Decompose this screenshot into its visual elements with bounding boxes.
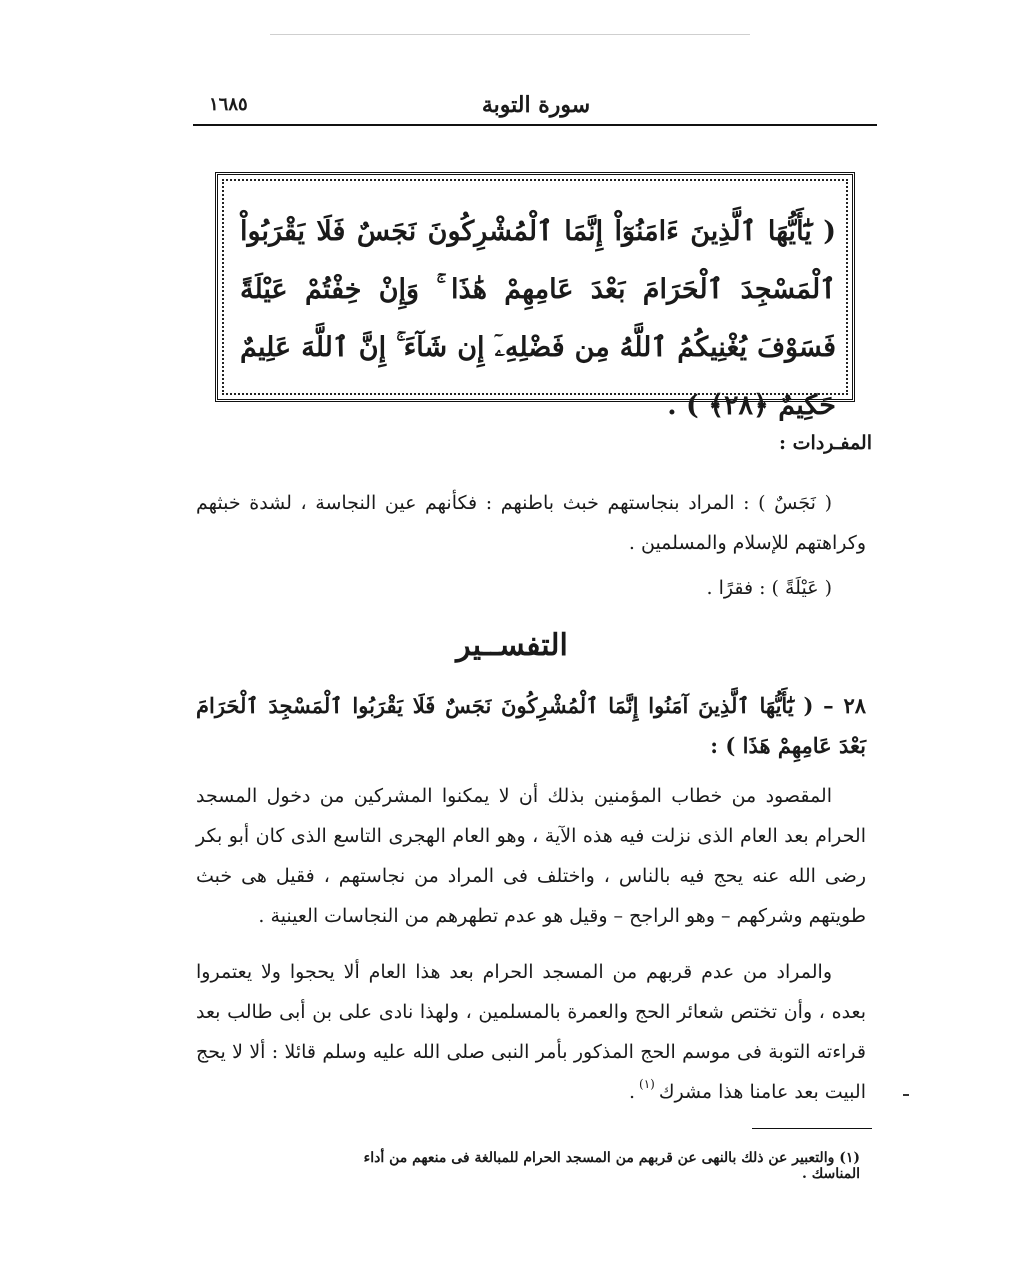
page-header bbox=[195, 92, 877, 124]
vocabulary-item-text: ( نَجَسٌ ) : المراد بنجاستهم خبث باطنهم : فكأنهم عين النجاسة ، لشدة خبثهم وكراهتهم للإسلام والمسلمين . bbox=[196, 492, 866, 554]
header-rule bbox=[193, 124, 877, 126]
page-number: ١٦٨٥ bbox=[209, 94, 248, 115]
verse-reference-text: ٢٨ – ( يَٰٓأَيُّهَا ٱلَّذِينَ آمَنُوا إِنَّمَا ٱلْمُشْرِكُونَ نَجَسٌ فَلَا يَقْرَبُوا ٱلْمَسْجِدَ ٱلْحَرَامَ بَعْدَ عَامِهِمْ هَذَا ) : bbox=[196, 693, 866, 758]
paragraph-text: والمراد من عدم قربهم من المسجد الحرام بعد هذا العام ألا يحجوا ولا يعتمروا بعده ، وأن تختص شعائر الحج والعمرة بالمسلمين ، ولهذا نادى على بن أبى طالب بعد قراءته التوبة فى موسم الحج المذكور بأمر النبى صلى الله عليه وسلم قائلا : ألا لا يحج البيت بعد عامنا هذا مشرك bbox=[196, 961, 866, 1103]
vocabulary-item-najas bbox=[196, 483, 866, 563]
scan-edge-line bbox=[270, 34, 750, 35]
footnote-rule bbox=[752, 1128, 872, 1129]
margin-mark bbox=[903, 1094, 909, 1096]
surah-title: سورة التوبة bbox=[481, 92, 591, 118]
paragraph-text: المقصود من خطاب المؤمنين بذلك أن لا يمكنوا المشركين من دخول المسجد الحرام بعد العام الذى نزلت فيه هذه الآية ، وهو العام الهجرى التاسع الذى كان أبو بكر رضى الله عنه يحج فيه بالناس ، واختلف فى المراد من نجاستهم ، فقيل هى خبث طويتهم وشركهم – وهو الراجح – وقيل هو عدم تطهرهم من النجاسات العينية . bbox=[196, 785, 866, 927]
quran-verse-text: ( يَٰٓأَيُّهَا ٱلَّذِينَ ءَامَنُوٓاْ إِنَّمَا ٱلْمُشْرِكُونَ نَجَسٌ فَلَا يَقْرَبُواْ ٱلْمَسْجِدَ ٱلْحَرَامَ بَعْدَ عَامِهِمْ هَٰذَا ۚ وَإِنْ خِفْتُمْ عَيْلَةً فَسَوْفَ يُغْنِيكُمُ ٱللَّهُ مِن فَضْلِهِۦٓ إِن شَآءَ ۚ إِنَّ ٱللَّهَ عَلِيمٌ حَكِيمٌ ﴿٢٨﴾ ) . bbox=[240, 216, 836, 421]
paragraph-end: . bbox=[628, 1081, 636, 1103]
vocabulary-item-text: ( عَيْلَةً ) : فقرًا . bbox=[706, 577, 832, 599]
footnote: (١) والتعبير عن ذلك بالنهى عن قربهم من المسجد الحرام للمبالغة فى منعهم من أداء المناسك . bbox=[363, 1150, 860, 1182]
tafsir-paragraph-1 bbox=[196, 776, 866, 936]
verse-frame bbox=[215, 172, 855, 421]
vocabulary-item-aylah bbox=[196, 568, 866, 608]
tafsir-paragraph-2 bbox=[196, 952, 866, 1114]
tafsir-verse-reference bbox=[196, 686, 866, 766]
vocabulary-heading: المفـردات : bbox=[779, 432, 872, 454]
tafsir-heading: التفســير bbox=[456, 628, 568, 663]
footnote-marker[interactable]: (١) bbox=[639, 1077, 655, 1091]
